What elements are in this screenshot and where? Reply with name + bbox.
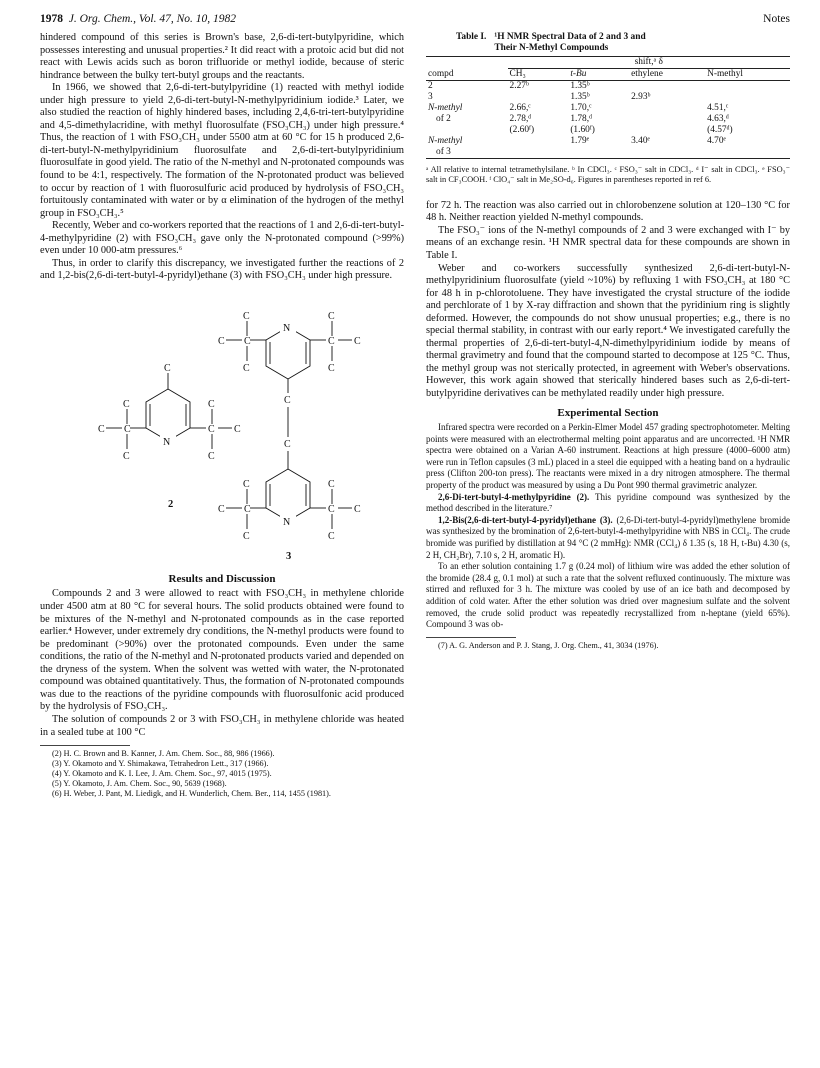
subsection-title: 2,6-Di-tert-butyl-4-methylpyridine (2).	[438, 491, 590, 502]
table-row	[426, 136, 790, 147]
atom-label: C	[284, 438, 291, 450]
subsection-title: 1,2-Bis(2,6-di-tert-butyl-4-pyridyl)ethane (3).	[438, 514, 613, 525]
table-row	[426, 92, 790, 103]
paragraph: Thus, in order to clarify this discrepancy, we investigated further the reactions of 2 and 1,2-bis(2,6-di-tert-butyl-4-pyridyl)ethane (3) with FSO₃CH₃ under high pressure.	[40, 257, 404, 282]
atom-label: C	[328, 503, 335, 515]
nmr-table-block	[426, 32, 790, 186]
paragraph: In 1966, we showed that 2,6-di-tert-butylpyridine (1) reacted with methyl iodide under high pressure to yield 2,6-di-tert-butyl-N-methylpyridinium iodide.³ Later, we also studied the reaction of highly hindered bases, including 2,4,6-tri-tert-butylpyridine and 4,5-dimethylacridine, with methyl fluorosulfate (FSO₃CH₃) under high pressure.⁴ Thus, the reaction of 1 with FSO₃CH₃ under 5500 atm at 60 °C for 15 h produced 2,6-di-tert-butyl-N-methylpyridinium fluorosulfate and 2,6-di-tert-butylpyridinium fluorosulfate in good yield. The ratio of the N-methyl and N-protonated compounds was found to be 4:1, respectively. The formation of the N-protonated product was believed to occur by reaction of 1 with fluorosulfuric acid produced by hydrolysis of FSO₃CH₃ fortuitously contaminated with water or by α elimination of the hydrogen of the methyl group in FSO₃CH₃.⁵	[40, 82, 404, 219]
cell-ethylene	[629, 147, 705, 159]
cell-ethylene: 2.93ᵇ	[631, 92, 651, 102]
atom-label: C	[354, 335, 361, 347]
table-row	[426, 103, 790, 114]
cell-ch3: (2.60ᶠ)	[509, 125, 535, 135]
table-notes: ᵃ All relative to internal tetramethylsilane. ᵇ In CDCl₃. ᶜ FSO₃⁻ salt in CDCl₃. ᵈ I⁻ salt in CDCl₃. ᵉ FSO₃⁻ salt in CF₃COOH. ᶠ ClO₄⁻ salt in Me₂SO-d₆. Figures in parentheses reported in ref 6.	[426, 165, 790, 185]
cell-tbu: 1.35ᵇ	[570, 92, 590, 102]
cell-nmethyl	[705, 92, 790, 103]
table-row	[426, 114, 790, 125]
footnote: (6) H. Weber, J. Pant, M. Liedigk, and H. Wunderlich, Chem. Ber., 114, 1455 (1981).	[52, 789, 331, 799]
shift-header: shift,ᵃ δ	[508, 57, 790, 69]
atom-label: C	[243, 478, 250, 490]
cell-ethylene: 3.40ᵉ	[631, 136, 650, 146]
atom-label: C	[218, 503, 225, 515]
cell-compd: N-methyl	[428, 103, 463, 113]
page-header	[40, 13, 790, 31]
cell-compd: 2	[428, 81, 433, 91]
table-caption	[456, 32, 790, 54]
cell-ethylene	[629, 125, 705, 136]
atom-label: C	[164, 362, 171, 374]
footnote-rule	[426, 637, 516, 638]
atom-label: C	[243, 310, 250, 322]
cell-nmethyl	[705, 81, 790, 93]
paragraph: Recently, Weber and co-workers reported that the reactions of 1 and 2,6-di-tert-butyl-4-methylpyridine (2) with FSO₃CH₃ gave only the N-protonated compound (>99%) even under 10 000-atm pressures.⁶	[40, 220, 404, 257]
atom-label: C	[234, 423, 241, 435]
footnotes	[40, 749, 404, 799]
compound-3-label: 3	[286, 550, 292, 562]
cell-ethylene	[629, 114, 705, 125]
paragraph: Weber and co-workers successfully synthesized 2,6-di-tert-butyl-N-methylpyridinium fluorosulfate (yield ~10%) by refluxing 1 with FSO₃CH₃ at 180 °C for 48 h in p-chlorotoluene. They have investigated the crystal structure of the iodide and perchlorate of 1 by X-ray diffraction and shown that the pyridinium ring is slightly deformed. However, the compounds do not show unusual properties; e.g., there is no special thermal stability, in contrast with our early report.⁴ We investigated carefully the thermal properties of 2,6-di-tert-butyl-4,N-dimethylpyridinium iodide by means of thermal gravimetry and found that the compound started to decompose at 125 °C. Thus, the methyl group was not sterically protected, in agreement with Weber's observations. However, this work again showed that sterically hindered bases such as 2,6-di-tert-butylpyridine derivatives can be methylated readily under high pressure.	[426, 262, 790, 400]
atom-label: C	[208, 398, 215, 410]
atom-label: C	[124, 423, 131, 435]
atom-label: C	[284, 394, 291, 406]
cell-nmethyl: (4.57ᵈ)	[707, 125, 733, 135]
header-citation	[40, 13, 236, 25]
footnote: (7) A. G. Anderson and P. J. Stang, J. Org. Chem., 41, 3034 (1976).	[438, 640, 659, 650]
results-heading: Results and Discussion	[168, 572, 276, 585]
atom-label: C	[328, 310, 335, 322]
cell-tbu: 1.79ᵉ	[570, 136, 590, 146]
paragraph: (2,6-Di-tert-butyl-4-pyridyl)methylene bromide was synthesized by the bromination of 2,6-tert-butyl-4-methylpyridine with NBS in CCl₄. The crude bromide was purified by distillation at 94 °C (2 mmHg): NMR (CCl₄) δ 1.35 (s, 18 H, t-Bu) 4.30 (s, 2 H, CH₂Br), 7.10 s, 2 H, aromatic H).	[426, 514, 791, 560]
table-caption-line: Their N-Methyl Compounds	[494, 43, 609, 53]
table-label: Table I.	[456, 32, 487, 42]
compound-2-structure	[98, 363, 241, 462]
paragraph: To an ether solution containing 1.7 g (0.24 mol) of lithium wire was added the ether solution of the bromide (28.4 g, 0.1 mol) at such a rate that the solvent refluxed continuously. The mixture was stirred and refluxed for 3 h. The mixture was cooled by use of an ice bath and decomposed by addition of cold water. After the ether solution was dried over magnesium sulfate and the solvent removed, the crude solid product was repeatedly recrystallized from n-heptane (yield 65%). Compound 3 was ob-	[426, 561, 790, 630]
nmr-table	[426, 56, 790, 159]
atom-label: C	[328, 530, 335, 542]
atom-label: C	[244, 335, 251, 347]
experimental-heading: Experimental Section	[557, 406, 659, 419]
table-row	[426, 147, 790, 159]
journal-name: J. Org. Chem., Vol. 47, No. 10, 1982	[68, 13, 237, 25]
section-label: Notes	[763, 13, 790, 25]
atom-label: C	[243, 530, 250, 542]
column-header: compd	[428, 68, 454, 79]
cell-ch3: 2.78,ᵈ	[509, 114, 532, 124]
atom-label: C	[98, 423, 105, 435]
cell-nmethyl: 4.63,ᵈ	[707, 114, 729, 124]
footnote: (3) Y. Okamoto and Y. Shimakawa, Tetrahedron Lett., 317 (1966).	[52, 759, 269, 769]
cell-tbu: 1.78,ᵈ	[570, 114, 592, 124]
cell-ethylene	[629, 103, 705, 114]
paragraph: Compounds 2 and 3 were allowed to react with FSO₃CH₃ in methylene chloride under 4500 atm at 80 °C for several hours. The solid products obtained were found to be mixtures of the N-methyl and N-protonated compounds as in the case reported earlier.⁴ However, under extremely dry conditions, the N-methyl products were found to be predominant (>90%) over the protonated compounds. Even under the same conditions, the ratio of the N-methyl and N-protonated products varied and depended on the dryness of the system. When the solvent was wetted with water, the N-protonated compound was obtained quantitatively. Thus, the formation of N-protonated compounds was due to the reactions of the pyridine compounds with fluorosulfonic acid produced by the hydrolysis of FSO₃CH₃.	[40, 588, 405, 713]
experimental-section	[426, 422, 790, 631]
cell-ch3	[508, 136, 569, 147]
atom-label: N	[163, 436, 171, 448]
paragraph: for 72 h. The reaction was also carried out in chlorobenzene solution at 120–130 °C for 48 h. Neither reaction yielded N-methyl compounds.	[426, 199, 790, 224]
cell-ch3	[508, 92, 569, 103]
atom-label: C	[123, 398, 130, 410]
atom-label: N	[283, 516, 291, 528]
table-caption-line: ¹H NMR Spectral Data of 2 and 3 and	[494, 32, 646, 42]
cell-compd: of 2	[436, 114, 451, 124]
structure-figure	[40, 289, 404, 629]
table-row	[426, 81, 790, 93]
footnote: (5) Y. Okamoto, J. Am. Chem. Soc., 90, 5639 (1968).	[52, 779, 227, 789]
cell-compd: N-methyl	[428, 136, 463, 146]
atom-label: C	[208, 423, 215, 435]
left-column	[40, 32, 404, 799]
cell-ch3: 2.27ᵇ	[509, 81, 529, 91]
column-header: CH₃	[509, 69, 526, 79]
atom-label: C	[328, 335, 335, 347]
atom-label: C	[243, 362, 250, 374]
cell-nmethyl	[705, 147, 790, 159]
cell-tbu: 1.70,ᶜ	[570, 103, 592, 113]
right-column	[426, 32, 790, 651]
atom-label: C	[328, 362, 335, 374]
cell-ch3: 2.66,ᶜ	[509, 103, 531, 113]
paragraph: This pyridine compound was synthesized by the method described in the literature.⁷	[426, 491, 790, 514]
column-header: ethylene	[631, 69, 663, 79]
paragraph: The FSO₃⁻ ions of the N-methyl compounds of 2 and 3 were exchanged with I⁻ by means of an exchange resin. ¹H NMR spectral data for these compounds are shown in Table I.	[426, 224, 790, 261]
compound-2-label: 2	[168, 498, 174, 510]
cell-ch3	[508, 147, 569, 159]
paragraph: The solution of compounds 2 or 3 with FSO₃CH₃ in methylene chloride was heated in a sealed tube at 100 °C	[40, 713, 404, 738]
atom-label: C	[244, 503, 251, 515]
page-number: 1978	[40, 13, 63, 25]
atom-label: C	[354, 503, 361, 515]
atom-label: C	[328, 478, 335, 490]
cell-nmethyl: 4.70ᵉ	[707, 136, 726, 146]
cell-tbu: 1.35ᵇ	[570, 81, 590, 91]
atom-label: C	[208, 450, 215, 462]
cell-tbu: (1.60ᶠ)	[570, 125, 595, 135]
table-row	[426, 125, 790, 136]
cell-ethylene	[629, 81, 705, 93]
paragraph: Infrared spectra were recorded on a Perkin-Elmer Model 457 grading spectrophotometer. Melting points were measured with an electrothermal melting point apparatus and are uncorrected. ¹H NMR spectra were obtained on a Varian A-60 instrument. Reactions at high pressure (4000–6000 atm) were run in Teflon capsules (3 mL) placed in a steel die equipped with a heating band on a hydraulic press (Clifton 200-ton press). The reactants were mixed in a dry nitrogen atmosphere. The thermal property of the product was measured by using a Du Pont 990 thermal gravimetric analyzer.	[426, 422, 790, 491]
footnote: (4) Y. Okamoto and K. I. Lee, J. Am. Chem. Soc., 97, 4015 (1975).	[52, 769, 272, 779]
atom-label: C	[218, 335, 225, 347]
paragraph: hindered compound of this series is Brown's base, 2,6-di-tert-butylpyridine, which possesses interesting and unusual properties.² It did react with a protoic acid but did not react with Lewis acids such as boron trifluoride or methyl iodide, because of steric hindrance between the bulky tert-butyl groups and the reactants.	[40, 32, 404, 81]
structure-diagram	[40, 289, 404, 629]
atom-label: N	[283, 322, 291, 334]
cell-nmethyl: 4.51,ᶜ	[707, 103, 729, 113]
cell-compd: of 3	[436, 147, 451, 157]
column-header: N-methyl	[707, 69, 744, 79]
cell-tbu	[568, 147, 629, 159]
column-header: t-Bu	[570, 69, 587, 79]
footnote-rule	[40, 745, 130, 746]
footnote: (2) H. C. Brown and B. Kanner, J. Am. Chem. Soc., 88, 986 (1966).	[52, 749, 275, 759]
atom-label: C	[123, 450, 130, 462]
cell-compd: 3	[428, 92, 433, 102]
cell-compd	[426, 125, 508, 136]
